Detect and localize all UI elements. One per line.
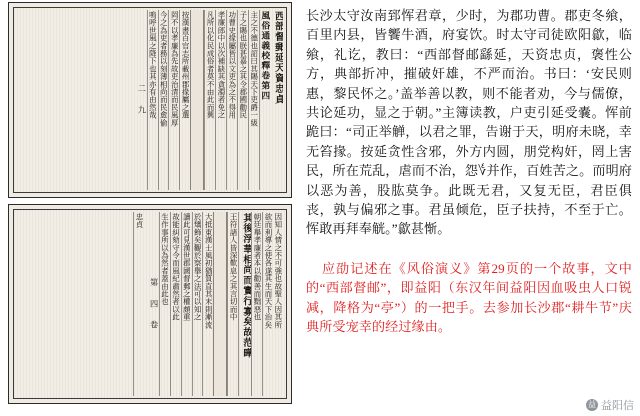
scan-top-gutter [190, 10, 204, 190]
scan-bottom-column-10: 生作事所以為然者蓋由此也 [159, 212, 170, 396]
scan-top-column-7: 罔不以孝廉為先故吏治清而民風厚 [168, 10, 179, 190]
scan-bottom-column-4: 其後浮華相尚而實行寡矣故范曄 [238, 212, 251, 396]
scan-bottom-column-7: 於矯飾矣觀於察舉之法可以知之 [192, 212, 203, 396]
scan-top-column-big: 西部督郵延天資忠貞 [272, 11, 283, 105]
scan-top-inner [13, 7, 287, 193]
scan-bottom-column-6: 大抵東漢士風初猶質直其末則漸流 [202, 212, 213, 396]
scan-top-column-8: 今之為吏者務以刻薄相尚而民愈偷 [158, 10, 169, 190]
scan-top-column-2: 子之賜也朕甚嘉之其令郡國勸民 [237, 10, 248, 190]
scan-top-column-6: 按漢書百官志所載州郡掾屬之選 [179, 10, 190, 190]
scan-top-column-5: 凡所以化民成俗者莫不由此而興 [204, 10, 215, 190]
watermark-logo-icon: 益 [588, 400, 596, 409]
watermark [586, 397, 634, 413]
transcription-column [300, 0, 640, 416]
scan-bottom-column-3: 朝廷舉孝廉者本以勸善而黜惡也 [251, 212, 262, 396]
scan-bottom-column-9: 故能糾劾守令而風紀肅然者以此 [170, 212, 181, 396]
scan-bottom-column-1: 因知人情之不可強也故聖人因其所 [273, 213, 283, 329]
scan-bottom-column-2: 欲而利導之使各遂其生而天下治矣 [262, 212, 273, 396]
scan-top-column-title: 風俗通義校釋卷第四 [259, 10, 271, 190]
scan-bottom-column-11: 忠貞 [133, 212, 144, 396]
scan-bottom-gutter [213, 212, 227, 396]
watermark-label: 益阳信 [601, 400, 634, 412]
scan-bottom-column-8: 讀此可見漢世郡國督郵之權頗重 [181, 212, 192, 396]
scan-bottom-column-5: 王符諸人皆深歎息之其言切而中 [227, 212, 238, 396]
scan-top-column-4: 孝廉郎中以次補缺其貪濁者免之 [215, 10, 226, 190]
scan-image-bottom [8, 204, 292, 404]
scan-top-column-3: 功曹史掾屬皆以文吏為之不得用 [226, 10, 237, 190]
scan-column [0, 0, 300, 416]
transcription-paragraph-1: 长沙太守汝南郅恽君章，少时，为郡功曹。郡吏冬飨，百里内县，皆饗牛酒，府宴饮。时太守司徒欧阳歙，临飨，礼讫，教曰：“西部督邮繇延，天资忠贞，褒性公方，典部折冲，摧破奸雄，不严而治。书曰：‘安民则惠，黎民怀之。’盖举善以教，则不能者劝，今与儒僚，共论延功，显之于朝。”主簿读教，户吏引延受嚢。恽前跪曰：“司正举觯，以君之罪，告谢于天，明府未晓，幸无笞掾。按延贪性含邪，外方内圆，朋党构奸，罔上害民，所在荒乱，虐而不治，怨؇并作，百姓苦之。而明府以恶为善，股肱莫争。此既无君，又复无臣，君臣俱丧，孰与偏邪之事。君虽倾危，臣子扶持，不至于亡。恽敢再拜奉觥。”歙甚惭。 [306, 8, 632, 237]
scan-image-top [8, 2, 292, 198]
scan-top-page-label: 二 九 [137, 84, 147, 116]
scan-bottom-inner [13, 209, 287, 399]
transcription-paragraph-2-note: 应劭记述在《风俗演义》第29页的一个故事，文中的“西部督邮”，即益阳（东汉年间益阳因血吸虫人口锐减，降格为“亭”）的一把手。去参加长沙郡“耕牛节”庆典所受宠幸的经过缘由。 [306, 260, 632, 335]
scan-top-column-1: 主之不德也詔曰其賜天下吏爵一級 [248, 10, 259, 190]
scan-bottom-page-label: 第 四 卷 [149, 277, 159, 331]
scan-top-column-9: 嗚呼世風之降下也其亦有由然哉 [147, 10, 158, 190]
